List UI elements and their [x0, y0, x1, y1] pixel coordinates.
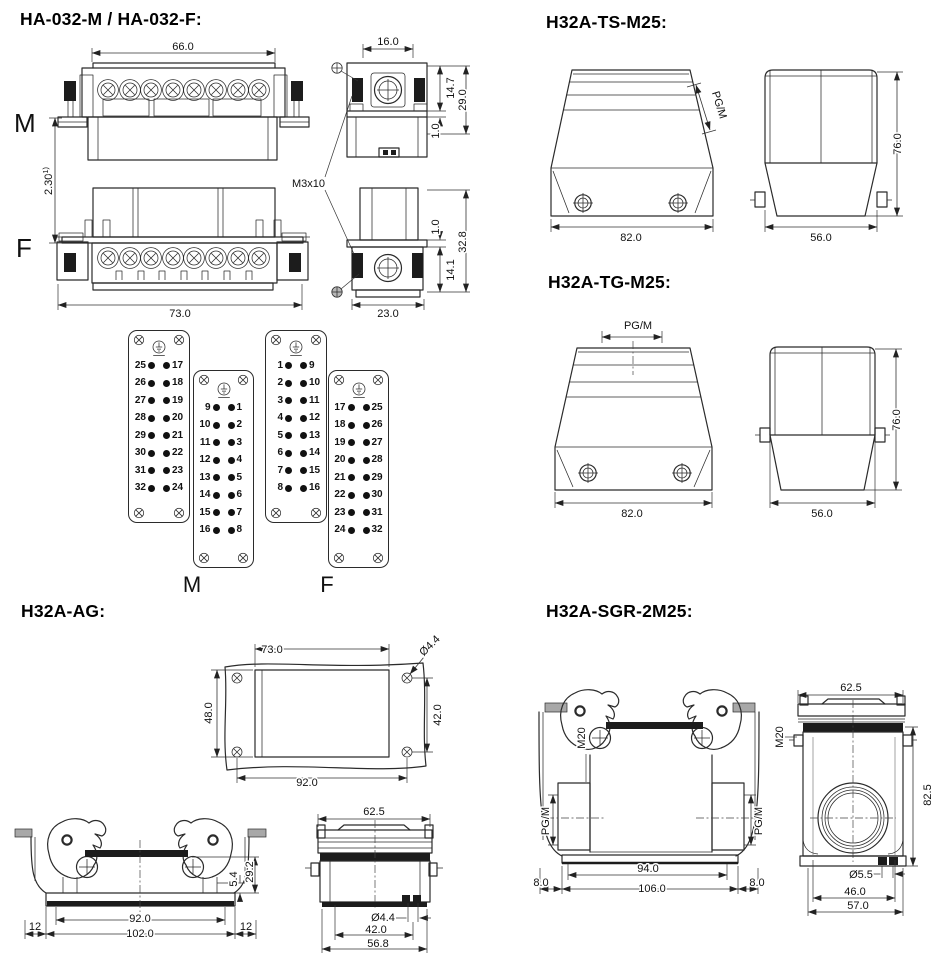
dim-66: 66.0 — [172, 41, 194, 53]
pin-row — [129, 462, 189, 480]
tg-front-view — [555, 348, 712, 490]
dim-ts-56: 56.0 — [810, 232, 832, 244]
pin-number: 26 — [371, 419, 383, 431]
ag-side-view — [305, 820, 443, 908]
tg-side-view — [755, 347, 890, 490]
dim-ts-76: 76.0 — [892, 133, 904, 155]
pin-number: 30 — [371, 489, 383, 501]
pin-dot — [285, 485, 292, 492]
pin-dot — [300, 362, 307, 369]
pin-number: 5 — [236, 471, 243, 483]
pin-dot — [348, 404, 355, 411]
pin-number: 26 — [134, 377, 146, 389]
pin-dot — [348, 509, 355, 516]
pin-number: 8 — [236, 524, 243, 536]
pin-dot — [285, 432, 292, 439]
ground-icon — [287, 340, 305, 357]
pin-number: 29 — [134, 429, 146, 441]
pin-dot — [148, 432, 155, 439]
pin-number: 23 — [172, 464, 184, 476]
pin-number: 4 — [236, 454, 243, 466]
dim-ag-48: 48.0 — [203, 702, 215, 724]
pin-dot — [300, 415, 307, 422]
pin-dot — [300, 397, 307, 404]
dim-ag-5-4: 5.4 — [228, 871, 240, 887]
corner-screw-icon — [173, 334, 185, 346]
pin-dot — [163, 397, 170, 404]
pin-row — [329, 522, 388, 540]
sgr-side-dimensions — [774, 682, 934, 916]
pin-dot — [363, 457, 370, 464]
label-m3x10: M3x10 — [292, 178, 326, 190]
ag-cutout-dimensions — [203, 633, 444, 789]
pin-dot — [163, 380, 170, 387]
dim-sgr-57: 57.0 — [847, 900, 869, 912]
dim-73: 73.0 — [169, 308, 191, 320]
pin-row — [266, 480, 326, 498]
pin-number: 12 — [309, 412, 321, 424]
dim-1-bottom: 1.0 — [430, 219, 442, 235]
pin-row — [129, 392, 189, 410]
dim-ag-92-holes: 92.0 — [296, 777, 318, 789]
pin-dot — [228, 492, 235, 499]
pin-number: 19 — [334, 436, 346, 448]
pin-dot — [228, 457, 235, 464]
pin-number: 6 — [277, 447, 283, 459]
pin-number: 20 — [172, 412, 184, 424]
pin-number: 9 — [309, 359, 315, 371]
pin-dot — [348, 527, 355, 534]
ground-icon — [215, 382, 233, 399]
pin-dot — [148, 380, 155, 387]
pin-number: 10 — [199, 419, 211, 431]
pin-row — [329, 504, 388, 522]
pin-number: 17 — [334, 401, 346, 413]
ha032-male-front-view — [58, 63, 309, 160]
corner-screw-icon — [133, 507, 145, 519]
pin-dot — [148, 397, 155, 404]
dim-ag-12-left: 12 — [28, 921, 42, 933]
pin-number: 27 — [134, 394, 146, 406]
pin-row — [266, 357, 326, 375]
pin-group-female-label: F — [320, 572, 334, 597]
pin-row — [194, 504, 253, 522]
female-insert-label: F — [16, 233, 32, 263]
pin-dot — [363, 404, 370, 411]
corner-screw-icon — [270, 507, 282, 519]
pin-number: 16 — [199, 524, 211, 536]
corner-screw-icon — [237, 374, 249, 386]
sgr-front-view — [539, 690, 759, 863]
pin-row — [329, 434, 388, 452]
pin-number: 17 — [172, 359, 184, 371]
corner-screw-icon — [237, 552, 249, 564]
dim-sgr-82-5: 82.5 — [922, 784, 934, 806]
corner-screw-icon — [133, 334, 145, 346]
pin-number: 19 — [172, 394, 184, 406]
pin-dot — [163, 485, 170, 492]
dim-ag-hole-dia: Ø4.4 — [417, 633, 443, 659]
pin-dot — [213, 439, 220, 446]
pin-plate-male-inner — [193, 370, 254, 568]
pin-number: 5 — [277, 429, 283, 441]
pin-number: 23 — [334, 506, 346, 518]
pin-dot — [285, 362, 292, 369]
pin-row — [194, 434, 253, 452]
corner-screw-icon — [333, 374, 345, 386]
pin-dot — [285, 450, 292, 457]
pin-dot — [148, 485, 155, 492]
pin-dot — [300, 432, 307, 439]
dim-ag-42v: 42.0 — [432, 704, 444, 726]
dim-ag-29-2: 29.2 — [244, 861, 256, 883]
pin-row — [194, 452, 253, 470]
pin-number: 12 — [199, 454, 211, 466]
pin-number: 28 — [371, 454, 383, 466]
pin-dot — [213, 509, 220, 516]
pin-dot — [285, 467, 292, 474]
dim-ag-56-8: 56.8 — [367, 938, 389, 950]
pin-dot — [163, 432, 170, 439]
pin-row — [266, 410, 326, 428]
pin-number: 31 — [134, 464, 146, 476]
pin-number: 14 — [199, 489, 211, 501]
corner-screw-icon — [310, 507, 322, 519]
pin-plate-female-inner — [328, 370, 389, 568]
pin-plate-female-outer — [265, 330, 327, 523]
pin-dot — [163, 450, 170, 457]
pin-number: 11 — [199, 436, 211, 448]
pin-number: 32 — [371, 524, 383, 536]
corner-screw-icon — [173, 507, 185, 519]
pin-dot — [228, 474, 235, 481]
pin-row — [194, 399, 253, 417]
pin-dot — [213, 422, 220, 429]
pin-dot — [228, 509, 235, 516]
ground-icon — [150, 340, 168, 357]
pin-dot — [228, 527, 235, 534]
pin-number: 11 — [309, 394, 320, 406]
pin-dot — [363, 422, 370, 429]
pin-number: 6 — [236, 489, 243, 501]
pin-number: 27 — [371, 436, 383, 448]
pin-number: 22 — [172, 447, 184, 459]
pin-dot — [348, 422, 355, 429]
pin-dot — [363, 509, 370, 516]
pin-number: 8 — [277, 482, 283, 494]
pin-number: 10 — [309, 377, 321, 389]
pin-dot — [163, 467, 170, 474]
pin-number: 24 — [172, 482, 184, 494]
dim-ag-102: 102.0 — [126, 928, 154, 940]
pin-number: 7 — [277, 464, 283, 476]
pin-dot — [228, 404, 235, 411]
sgr-side-view — [789, 696, 917, 866]
pin-number: 21 — [172, 429, 184, 441]
dim-gap-2-30: 2.30$^{1)}$ — [41, 166, 55, 196]
pin-number: 18 — [172, 377, 184, 389]
sgr-front-dimensions — [533, 727, 765, 895]
pin-number: 25 — [134, 359, 146, 371]
dim-sgr-m20-front: M20 — [576, 727, 588, 749]
pin-row — [329, 469, 388, 487]
dim-ts-82: 82.0 — [620, 232, 642, 244]
pin-dot — [285, 397, 292, 404]
pin-number: 20 — [334, 454, 346, 466]
pin-row — [329, 452, 388, 470]
ha032-title: HA-032-M / HA-032-F: — [20, 9, 202, 29]
pin-dot — [363, 492, 370, 499]
dim-29: 29.0 — [457, 89, 469, 111]
pin-row — [266, 445, 326, 463]
dim-sgr-8-right: 8.0 — [749, 877, 765, 889]
tg-title: H32A-TG-M25: — [548, 272, 671, 292]
dim-sgr-pgm-left: PG/M — [540, 806, 552, 836]
dim-14-1: 14.1 — [445, 259, 457, 281]
dim-sgr-m20-side: M20 — [774, 726, 786, 748]
ha032-male-side-view — [332, 63, 427, 157]
pin-dot — [148, 467, 155, 474]
pin-row — [129, 480, 189, 498]
dim-sgr-106: 106.0 — [638, 883, 666, 895]
pin-dot — [228, 422, 235, 429]
pin-dot — [363, 439, 370, 446]
dim-1-top: 1.0 — [430, 123, 442, 139]
pin-number: 32 — [134, 482, 146, 494]
pin-number: 1 — [236, 401, 243, 413]
pin-number: 28 — [134, 412, 146, 424]
pin-row — [266, 375, 326, 393]
corner-screw-icon — [270, 334, 282, 346]
pin-dot — [363, 527, 370, 534]
pin-row — [266, 462, 326, 480]
pin-number: 3 — [277, 394, 283, 406]
pin-number: 25 — [371, 401, 383, 413]
pin-row — [129, 375, 189, 393]
ag-side-dimensions — [318, 806, 431, 953]
pin-dot — [363, 474, 370, 481]
pin-dot — [285, 415, 292, 422]
pin-dot — [300, 380, 307, 387]
pin-row — [194, 417, 253, 435]
dim-sgr-dia-5-5: Ø5.5 — [849, 869, 873, 881]
corner-screw-icon — [198, 552, 210, 564]
dim-ag-42: 42.0 — [365, 924, 387, 936]
pin-group-male-label: M — [182, 572, 202, 597]
pin-number: 24 — [334, 524, 346, 536]
dim-tg-entry: PG/M — [623, 320, 653, 332]
dim-ag-73: 73.0 — [261, 644, 283, 656]
pin-row — [329, 487, 388, 505]
ag-title: H32A-AG: — [21, 601, 106, 621]
pin-number: 9 — [204, 401, 211, 413]
ag-panel-cutout-view — [225, 663, 426, 770]
dim-sgr-62-5: 62.5 — [840, 682, 862, 694]
dim-sgr-pgm-right: PG/M — [753, 806, 765, 836]
pin-number: 15 — [199, 506, 211, 518]
pe-screw-icon — [332, 274, 359, 297]
pin-row — [194, 469, 253, 487]
pin-number: 7 — [236, 506, 243, 518]
pin-number: 30 — [134, 447, 146, 459]
ts-dimensions — [551, 72, 904, 244]
ag-front-view — [15, 819, 266, 912]
ha032-female-front-view — [55, 188, 310, 290]
pin-dot — [285, 380, 292, 387]
pin-row — [194, 522, 253, 540]
sgr-title: H32A-SGR-2M25: — [546, 601, 693, 621]
dim-14-7: 14.7 — [445, 77, 457, 99]
pin-number: 22 — [334, 489, 346, 501]
dim-sgr-94: 94.0 — [637, 863, 659, 875]
dim-16: 16.0 — [377, 36, 399, 48]
dim-32-8: 32.8 — [457, 231, 469, 253]
pin-number: 1 — [277, 359, 283, 371]
pin-number: 2 — [236, 419, 243, 431]
dim-tg-56: 56.0 — [811, 508, 833, 520]
pin-dot — [163, 362, 170, 369]
ts-side-view — [750, 70, 892, 216]
pin-dot — [213, 404, 220, 411]
dim-ag-62-5: 62.5 — [363, 806, 385, 818]
pin-dot — [348, 474, 355, 481]
pin-dot — [148, 415, 155, 422]
dim-ag-92: 92.0 — [129, 913, 151, 925]
ts-title: H32A-TS-M25: — [546, 12, 668, 32]
pin-number: 13 — [199, 471, 211, 483]
pin-row — [329, 399, 388, 417]
ground-icon — [350, 382, 368, 399]
pin-dot — [300, 467, 307, 474]
ts-front-view — [551, 70, 713, 216]
pin-number: 31 — [371, 506, 383, 518]
pin-dot — [213, 474, 220, 481]
pin-dot — [163, 415, 170, 422]
corner-screw-icon — [198, 374, 210, 386]
pin-number: 15 — [309, 464, 321, 476]
dim-23: 23.0 — [377, 308, 399, 320]
pin-dot — [213, 527, 220, 534]
pin-number: 14 — [309, 447, 321, 459]
pin-dot — [348, 457, 355, 464]
pin-dot — [300, 485, 307, 492]
dim-tg-82: 82.0 — [621, 508, 643, 520]
pin-number: 18 — [334, 419, 346, 431]
corner-screw-icon — [372, 552, 384, 564]
pin-row — [266, 427, 326, 445]
corner-screw-icon — [333, 552, 345, 564]
dim-ag-dia44: Ø4.4 — [371, 912, 395, 924]
dim-ts-entry: PG/M — [709, 89, 729, 121]
corner-screw-icon — [372, 374, 384, 386]
dim-sgr-46: 46.0 — [844, 886, 866, 898]
pin-row — [129, 445, 189, 463]
pin-row — [129, 427, 189, 445]
pin-dot — [348, 439, 355, 446]
pin-number: 4 — [277, 412, 283, 424]
pin-number: 29 — [371, 471, 383, 483]
pin-row — [329, 417, 388, 435]
dim-tg-76: 76.0 — [891, 409, 903, 431]
pin-plate-male-outer — [128, 330, 190, 523]
pin-dot — [213, 457, 220, 464]
pin-number: 21 — [334, 471, 346, 483]
pin-dot — [213, 492, 220, 499]
pin-row — [129, 410, 189, 428]
pin-row — [129, 357, 189, 375]
pin-dot — [148, 450, 155, 457]
dim-sgr-8-left: 8.0 — [533, 877, 549, 889]
ha032-female-side-view — [332, 188, 427, 297]
dim-ag-12-right: 12 — [239, 921, 253, 933]
pin-number: 2 — [277, 377, 283, 389]
pin-dot — [348, 492, 355, 499]
pin-dot — [228, 439, 235, 446]
male-insert-label: M — [14, 108, 36, 138]
pin-number: 16 — [309, 482, 321, 494]
corner-screw-icon — [310, 334, 322, 346]
pin-row — [194, 487, 253, 505]
pin-row — [266, 392, 326, 410]
pin-number: 13 — [309, 429, 321, 441]
ha032-dimensions — [41, 36, 470, 320]
pin-number: 3 — [236, 436, 243, 448]
pin-dot — [300, 450, 307, 457]
pin-dot — [148, 362, 155, 369]
